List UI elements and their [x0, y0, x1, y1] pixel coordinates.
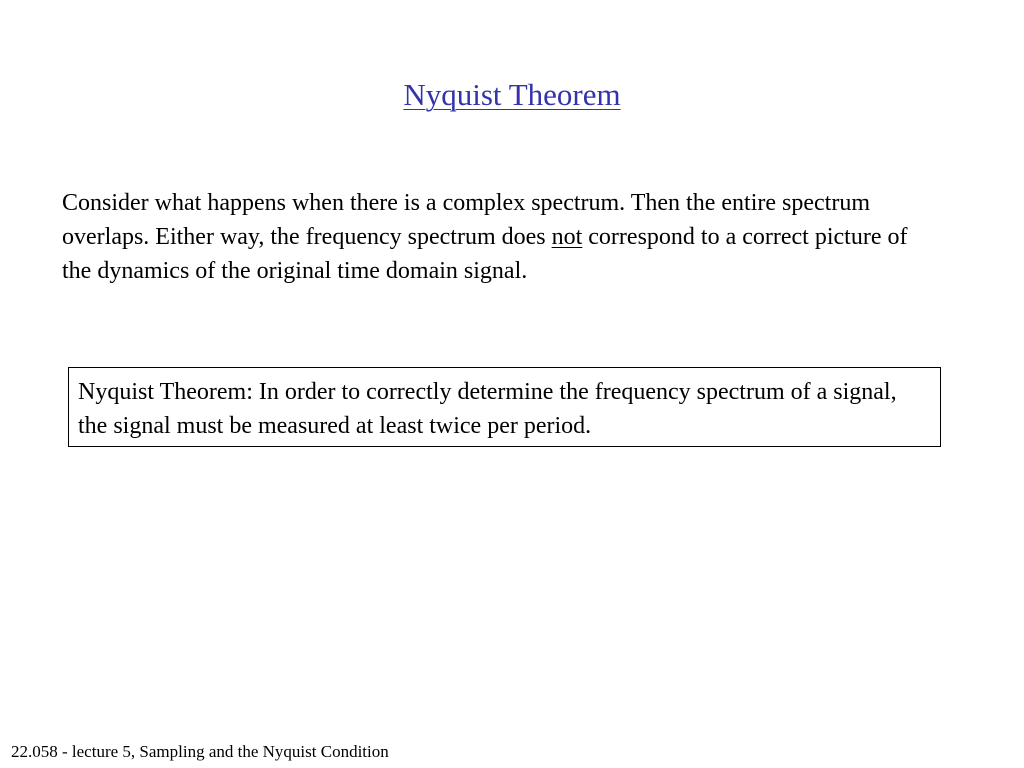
body-paragraph	[62, 186, 932, 288]
theorem-text: Nyquist Theorem: In order to correctly determine the frequency spectrum of a signal, the signal must be measured at least twice per period.	[78, 379, 897, 439]
slide-footer: 22.058 - lecture 5, Sampling and the Nyquist Condition	[11, 742, 389, 761]
paragraph-emphasis-not: not	[551, 224, 583, 250]
slide-title: Nyquist Theorem	[403, 77, 621, 112]
theorem-box	[68, 367, 941, 447]
paragraph-text-before: Consider what happens when there is a complex spectrum. Then the entire spectrum overlaps. Either way, the frequency spectrum does	[62, 190, 870, 250]
paragraph-text-after: correspond to a correct picture of the dynamics of the original time domain signal.	[62, 224, 908, 284]
